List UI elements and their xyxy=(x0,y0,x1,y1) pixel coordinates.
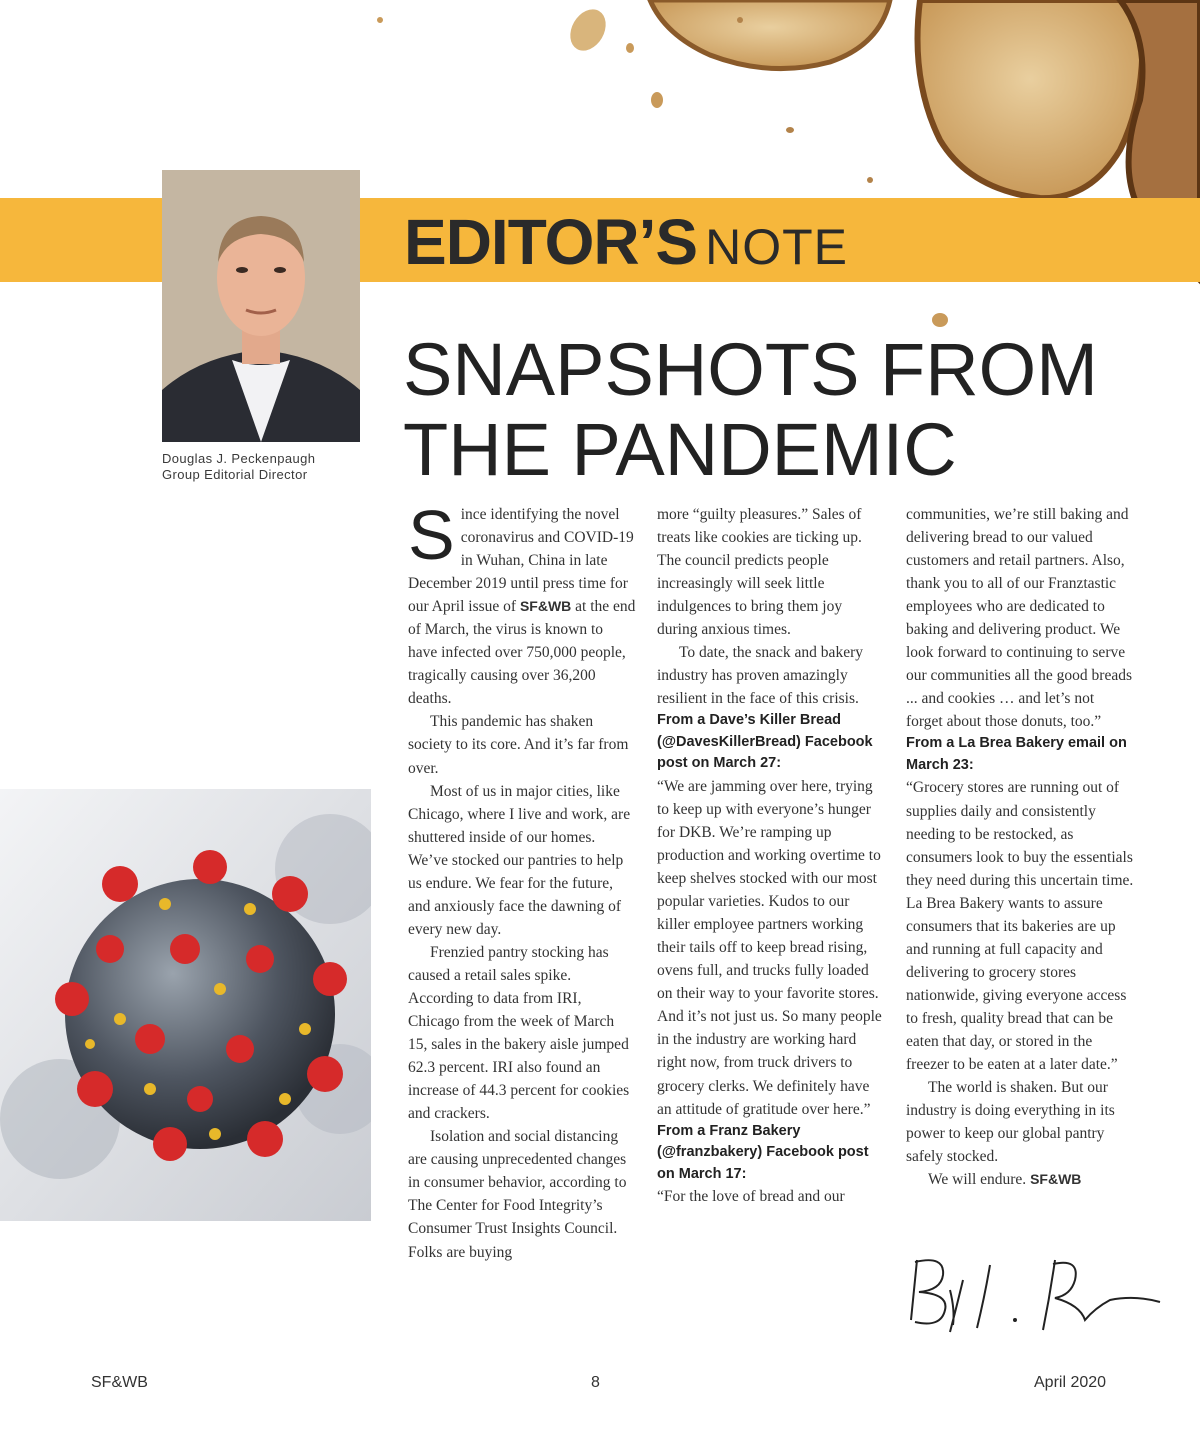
headline-line-2: THE PANDEMIC xyxy=(403,408,957,491)
quote: communities, we’re still baking and delivering bread to our valued customers and retail partners. Also, thank you to all of our Franztastic employees who are dedicated to baking and delivering product. We look forward to continuing to serve our communities all the good breads ... and cookies … and let’s not forget about those donuts, too.” xyxy=(906,506,1132,731)
article-headline xyxy=(403,330,1098,490)
drop-cap: S xyxy=(408,496,455,574)
paragraph: The world is shaken. But our industry is doing everything in its power to keep our global pantry safely stocked. xyxy=(906,1079,1115,1166)
author-portrait-image xyxy=(162,170,360,442)
author-role: Group Editorial Director xyxy=(162,467,308,482)
footer-page-number: 8 xyxy=(591,1374,600,1391)
author-caption xyxy=(162,451,362,483)
source-subhead: From a Dave’s Killer Bread (@DavesKillerBread) Facebook post on March 27: xyxy=(657,712,873,772)
paragraph xyxy=(906,1168,1134,1191)
quote: “For the love of bread and our xyxy=(657,1188,845,1206)
section-title-bold: EDITOR’S xyxy=(404,206,698,278)
section-title-light: NOTE xyxy=(705,219,848,275)
paragraph-text: We will endure. xyxy=(928,1171,1031,1189)
paragraph-text: ince identifying the novel coronavirus and COVID-19 in Wuhan, China in late December 2019 until press time for our April issue of xyxy=(408,506,634,616)
paragraph: Most of us in major cities, like Chicago, where I live and work, are shuttered inside of our homes. We’ve stocked our pantries to help us endure. We fear for the future, and anxiously face the dawning of every new day. xyxy=(408,782,631,938)
signature-image xyxy=(905,1250,1165,1340)
paragraph: more “guilty pleasures.” Sales of treats like cookies are ticking up. The council predicts people increasingly will seek little indulgences to bring them joy during anxious times. xyxy=(657,506,862,639)
paragraph: Isolation and social distancing are causing unprecedented changes in consumer behavior, according to The Center for Food Integrity’s Consumer Trust Insights Council. Folks are buying xyxy=(408,1128,627,1261)
quote: “We are jamming over here, trying to keep up with everyone’s hunger for DKB. We’re ramping up production and working overtime to keep shelves stocked with our most popular varieties. Kudos to our killer employee partners working their tails off to keep bread rising, ovens full, and trucks fully loaded on their way to your favorite stores. And it’s not just us. So many people in the industry are working hard right now, from truck drivers to grocery clerks. We definitely have an attitude of gratitude over here.” xyxy=(657,777,882,1118)
coronavirus-image xyxy=(0,789,371,1221)
section-title xyxy=(404,206,848,278)
brand-mention: SF&WB xyxy=(519,598,572,615)
author-portrait xyxy=(162,170,360,442)
paragraph: To date, the snack and bakery industry has proven amazingly resilient in the face of this crisis. xyxy=(657,644,863,708)
source-subhead: From a La Brea Bakery email on March 23: xyxy=(906,735,1127,773)
article-column-3 xyxy=(906,503,1134,1191)
footer-issue-date: April 2020 xyxy=(1034,1374,1107,1391)
article-column-1 xyxy=(408,496,636,1264)
author-name: Douglas J. Peckenpaugh xyxy=(162,451,316,466)
paragraph: Frenzied pantry stocking has caused a retail sales spike. According to data from IRI, Chicago from the week of March 15, sales in the bakery aisle jumped 62.3 percent. IRI also found an increase of 44.3 percent for cookies and crackers. xyxy=(408,943,630,1123)
quote: “Grocery stores are running out of supplies daily and consistently needing to be restocked, as consumers look to buy the essentials they need during this uncertain time. La Brea Bakery wants to assure consumers that its bakeries are up and running at full capacity and delivering to grocery stores nationwide, giving everyone access to fresh, quality bread that can be eaten that day, or stored in the freezer to be eaten at a later date.” xyxy=(906,779,1134,1074)
paragraph: This pandemic has shaken society to its core. And it’s far from over. xyxy=(408,713,629,777)
article-column-2 xyxy=(657,503,885,1208)
source-subhead: From a Franz Bakery (@franzbakery) Facebook post on March 17: xyxy=(657,1122,869,1182)
headline-line-1: SNAPSHOTS FROM xyxy=(403,328,1098,411)
footer-publication: SF&WB xyxy=(91,1374,148,1391)
brand-mention: SF&WB xyxy=(1030,1171,1082,1188)
paragraph xyxy=(408,496,636,710)
paragraph-text: at the end of March, the virus is known to have infected over 750,000 people, tragically causing over 36,200 deaths. xyxy=(408,598,636,708)
